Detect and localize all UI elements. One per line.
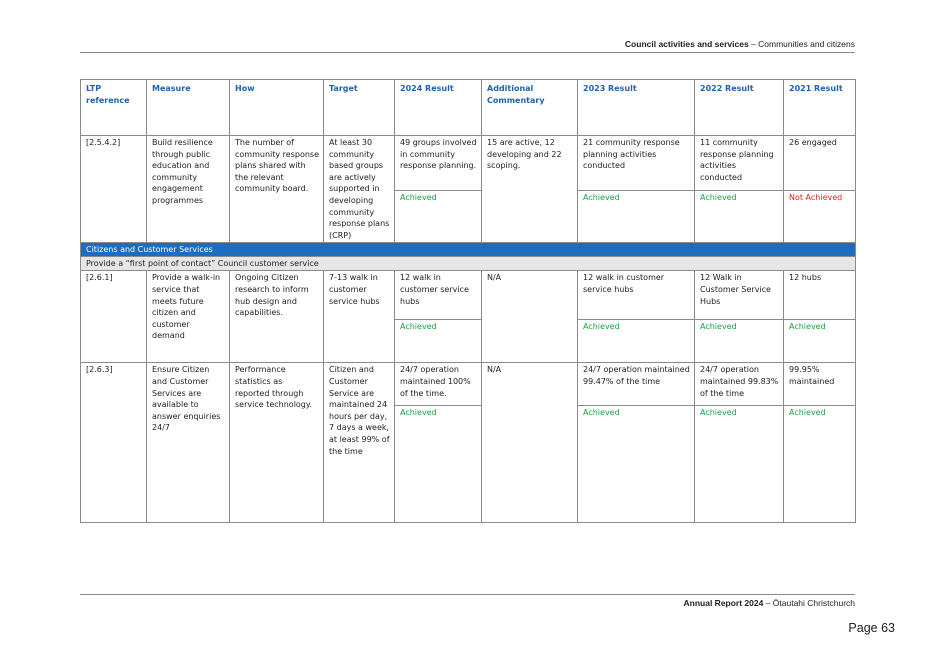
cell-measure: Ensure Citizen and Customer Services are available to answer enquiries 24/7: [147, 363, 230, 523]
header-section-title: Council activities and services: [624, 39, 749, 49]
cell-2022-result: 11 community response planning activities conducted: [695, 136, 784, 191]
subsection-heading-row: [81, 257, 856, 271]
cell-2024-result: 12 walk in customer service hubs: [395, 271, 482, 320]
status-2021: Achieved: [784, 406, 856, 523]
section-title: Citizens and Customer Services: [81, 243, 856, 257]
cell-2022-result: 12 Walk in Customer Service Hubs: [695, 271, 784, 320]
cell-2023-result: 21 community response planning activities conducted: [578, 136, 695, 191]
col-header-target: Target: [324, 80, 395, 136]
cell-how: Ongoing Citizen research to inform hub design and capabilities.: [230, 271, 324, 363]
cell-how: Performance statistics as reported through service technology.: [230, 363, 324, 523]
cell-2021-result: 26 engaged: [784, 136, 856, 191]
page-header: [80, 39, 855, 49]
col-header-additional-commentary: Additional Commentary: [482, 80, 578, 136]
status-2022: Achieved: [695, 320, 784, 363]
section-heading-row: [81, 243, 856, 257]
table-row: [81, 136, 856, 191]
cell-how: The number of community response plans shared with the relevant community board.: [230, 136, 324, 243]
cell-target: At least 30 community based groups are actively supported in developing community response plans (CRP): [324, 136, 395, 243]
cell-2021-result: 99.95% maintained: [784, 363, 856, 406]
status-2024: Achieved: [395, 320, 482, 363]
cell-2024-result: 49 groups involved in community response planning.: [395, 136, 482, 191]
footer-report-title: Annual Report 2024: [683, 598, 764, 608]
status-2023: Achieved: [578, 190, 695, 243]
status-2023: Achieved: [578, 406, 695, 523]
col-header-2022-result: 2022 Result: [695, 80, 784, 136]
status-2023: Achieved: [578, 320, 695, 363]
performance-table: [80, 79, 856, 523]
header-subtitle: – Communities and citizens: [748, 39, 855, 49]
col-header-ltp-reference: LTP reference: [81, 80, 147, 136]
cell-2023-result: 12 walk in customer service hubs: [578, 271, 695, 320]
status-2024: Achieved: [395, 190, 482, 243]
col-header-how: How: [230, 80, 324, 136]
table-row: [81, 271, 856, 320]
cell-target: 7-13 walk in customer service hubs: [324, 271, 395, 363]
footer-rule: [80, 594, 855, 595]
page-footer: [80, 598, 855, 608]
cell-2023-result: 24/7 operation maintained 99.47% of the time: [578, 363, 695, 406]
cell-commentary: N/A: [482, 271, 578, 363]
cell-measure: Provide a walk-in service that meets future citizen and customer demand: [147, 271, 230, 363]
subsection-title: Provide a “first point of contact” Council customer service: [81, 257, 856, 271]
cell-commentary: 15 are active, 12 developing and 22 scoping.: [482, 136, 578, 243]
page-number: Page 63: [848, 621, 895, 635]
header-rule: [80, 52, 855, 53]
col-header-measure: Measure: [147, 80, 230, 136]
status-2022: Achieved: [695, 190, 784, 243]
status-2021: Achieved: [784, 320, 856, 363]
table-header-row: [81, 80, 856, 136]
status-2022: Achieved: [695, 406, 784, 523]
cell-2021-result: 12 hubs: [784, 271, 856, 320]
cell-measure: Build resilience through public education and community engagement programmes: [147, 136, 230, 243]
col-header-2023-result: 2023 Result: [578, 80, 695, 136]
table-row: [81, 363, 856, 406]
status-2021: Not Achieved: [784, 190, 856, 243]
status-2024: Achieved: [395, 406, 482, 523]
cell-target: Citizen and Customer Service are maintained 24 hours per day, 7 days a week, at least 99% of the time: [324, 363, 395, 523]
cell-2024-result: 24/7 operation maintained 100% of the time.: [395, 363, 482, 406]
cell-ltp-reference: [2.6.3]: [81, 363, 147, 523]
cell-ltp-reference: [2.6.1]: [81, 271, 147, 363]
col-header-2021-result: 2021 Result: [784, 80, 856, 136]
cell-commentary: N/A: [482, 363, 578, 523]
cell-2022-result: 24/7 operation maintained 99.83% of the time: [695, 363, 784, 406]
cell-ltp-reference: [2.5.4.2]: [81, 136, 147, 243]
col-header-2024-result: 2024 Result: [395, 80, 482, 136]
footer-city: – Ōtautahi Christchurch: [763, 598, 855, 608]
